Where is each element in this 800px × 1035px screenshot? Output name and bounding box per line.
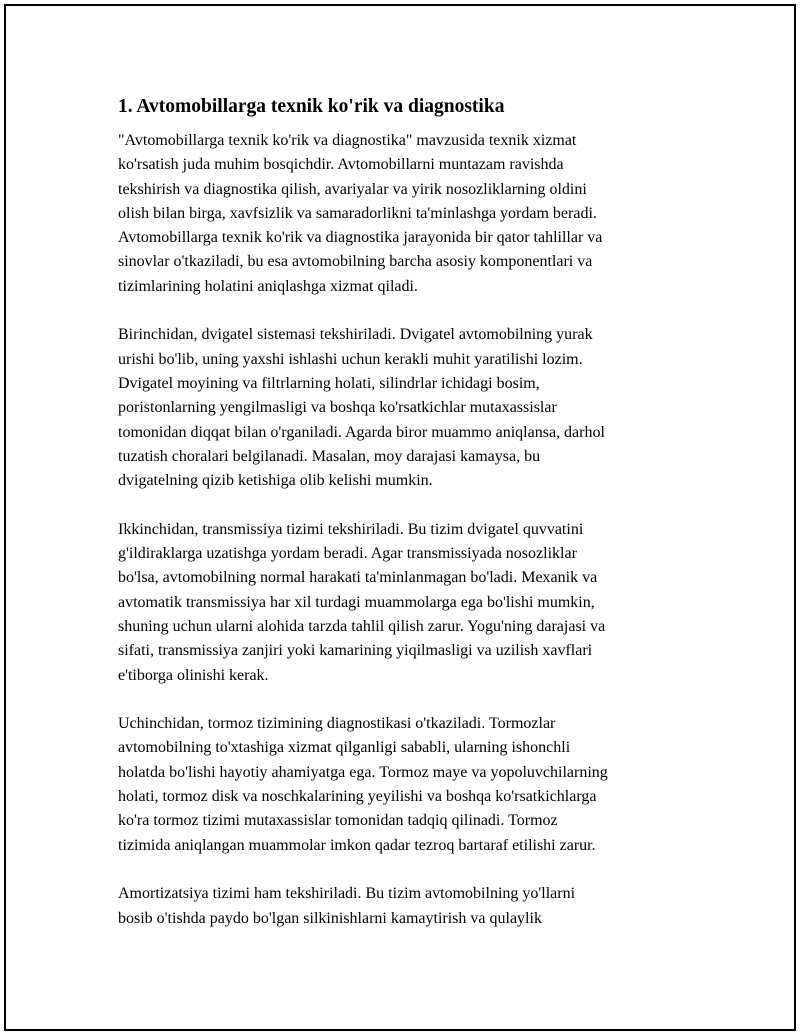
- document-body: [118, 95, 688, 931]
- text-line: ko'rsatish juda muhim bosqichdir. Avtomobillarni muntazam ravishda: [118, 156, 564, 174]
- text-line: shuning uchun ularni alohida tarzda tahlil qilish zarur. Yogu'ning darajasi va: [118, 617, 606, 635]
- text-line: tomonidan diqqat bilan o'rganiladi. Agarda biror muammo aniqlansa, darhol: [118, 423, 605, 441]
- text-line: bo'lsa, avtomobilning normal harakati ta'minlanmagan bo'ladi. Mexanik va: [118, 569, 598, 587]
- text-line: tizimida aniqlangan muammolar imkon qadar tezroq bartaraf etilishi zarur.: [118, 836, 596, 854]
- text-line: "Avtomobillarga texnik ko'rik va diagnostika" mavzusida texnik xizmat: [118, 132, 577, 149]
- text-line: Ikkinchidan, transmissiya tizimi tekshiriladi. Bu tizim dvigatel quvvatini: [118, 520, 584, 538]
- text-line: ko'ra tormoz tizimi mutaxassislar tomonidan tadqiq qilinadi. Tormoz: [118, 812, 558, 830]
- text-line: g'ildiraklarga uzatishga yordam beradi. Agar transmissiyada nosozliklar: [118, 545, 577, 563]
- text-line: bosib o'tishda paydo bo'lgan silkinishlarni kamaytirish va qulaylik: [118, 909, 542, 927]
- text-line: tuzatish choralari belgilanadi. Masalan, moy darajasi kamaysa, bu: [118, 447, 541, 465]
- paragraph-spacer: [118, 858, 688, 882]
- text-line: urishi bo'lib, uning yaxshi ishlashi uchun kerakli muhit yaratilishi lozim.: [118, 350, 583, 368]
- paragraph-transmission: [118, 518, 688, 688]
- text-line: olish bilan birga, xavfsizlik va samaradorlikni ta'minlashga yordam beradi.: [118, 204, 597, 222]
- text-line: avtomatik transmissiya har xil turdagi muammolarga ega bo'lishi mumkin,: [118, 593, 595, 611]
- text-line: sinovlar o'tkaziladi, bu esa avtomobilning barcha asosiy komponentlari va: [118, 253, 593, 271]
- text-line: Dvigatel moyining va filtrlarning holati, silindrlar ichidagi bosim,: [118, 374, 540, 392]
- paragraph-spacer: [118, 688, 688, 712]
- paragraph-spacer: [118, 299, 688, 323]
- paragraph-brakes: [118, 712, 688, 858]
- text-line: e'tiborga olinishi kerak.: [118, 666, 269, 684]
- text-line: tekshirish va diagnostika qilish, avariyalar va yirik nosozliklarning oldini: [118, 180, 587, 198]
- text-line: holati, tormoz disk va noschkalarining yeyilishi va boshqa ko'rsatkichlarga: [118, 788, 597, 806]
- document-title: 1. Avtomobillarga texnik ko'rik va diagnostika: [118, 96, 505, 117]
- text-line: Avtomobillarga texnik ko'rik va diagnostika jarayonida bir qator tahlillar va: [118, 229, 603, 247]
- text-line: holatda bo'lishi hayotiy ahamiyatga ega. Tormoz maye va yopoluvchilarning: [118, 763, 608, 781]
- text-line: tizimlarining holatini aniqlashga xizmat qiladi.: [118, 277, 418, 295]
- text-line: Birinchidan, dvigatel sistemasi tekshiriladi. Dvigatel avtomobilning yurak: [118, 326, 593, 344]
- paragraph-spacer: [118, 493, 688, 517]
- text-line: Uchinchidan, tormoz tizimining diagnostikasi o'tkaziladi. Tormozlar: [118, 715, 556, 733]
- text-line: sifati, transmissiya zanjiri yoki kamarining yiqilmasligi va uzilish xavflari: [118, 642, 593, 660]
- text-line: dvigatelning qizib ketishiga olib kelishi mumkin.: [118, 472, 433, 490]
- text-line: avtomobilning to'xtashiga xizmat qilganligi sababli, ularning ishonchli: [118, 739, 571, 757]
- paragraph-intro: [118, 129, 688, 299]
- text-line: Amortizatsiya tizimi ham tekshiriladi. Bu tizim avtomobilning yo'llarni: [118, 885, 576, 903]
- paragraph-suspension: [118, 882, 688, 931]
- text-line: poristonlarning yengilmasligi va boshqa ko'rsatkichlar mutaxassislar: [118, 399, 557, 417]
- paragraph-engine: [118, 323, 688, 493]
